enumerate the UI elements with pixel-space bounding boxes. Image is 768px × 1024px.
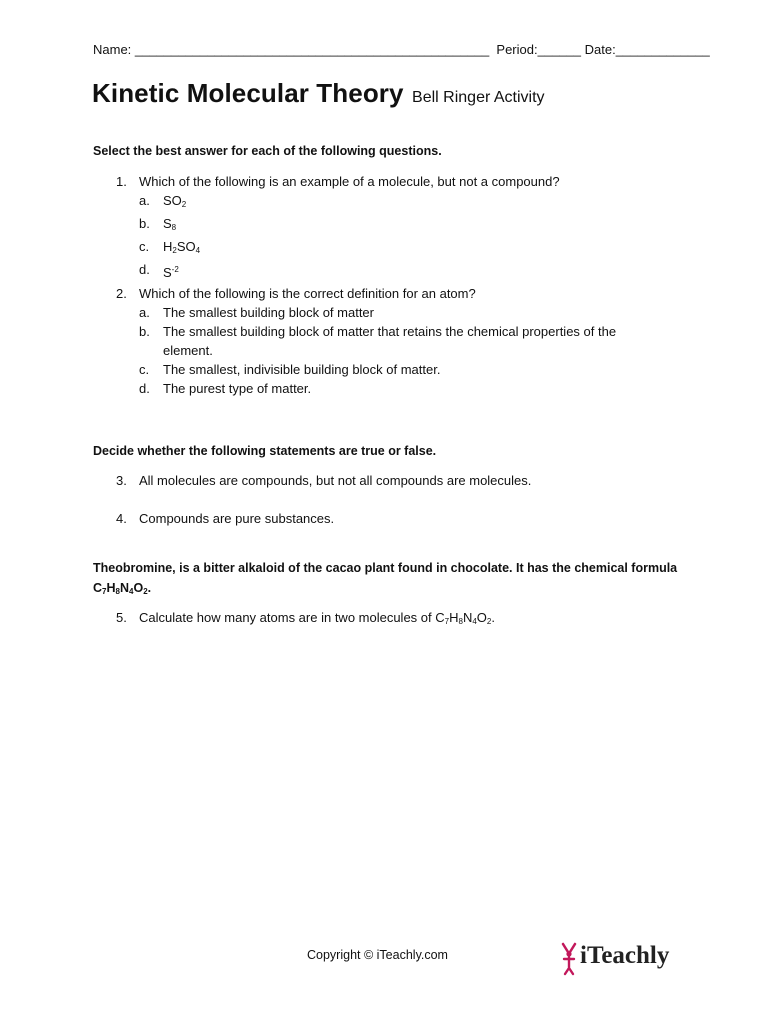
- option-c[interactable]: [139, 360, 656, 379]
- question-text: Which of the following is an example of a molecule, but not a compound?: [139, 174, 560, 189]
- option-a[interactable]: [139, 191, 656, 214]
- section2-instruction: Decide whether the following statements are true or false.: [93, 444, 437, 458]
- question-text-part: Calculate how many atoms are in two molecules of: [139, 610, 436, 625]
- option-b[interactable]: [139, 214, 656, 237]
- formula-base: SO: [163, 193, 182, 208]
- option-text: The purest type of matter.: [163, 381, 312, 396]
- formula-subscript: 2: [172, 246, 177, 255]
- option-text: The smallest, indivisible building block of matter.: [163, 362, 441, 377]
- formula-subscript: 4: [195, 246, 201, 255]
- formula-subscript: 4: [129, 587, 134, 596]
- formula-period: .: [147, 581, 152, 595]
- logo-text: iTeachly: [580, 942, 670, 969]
- name-blank[interactable]: _________________________________________________: [134, 42, 490, 57]
- question-number: 5.: [116, 610, 127, 625]
- option-text: The smallest building block of matter that retains the chemical properties of the element.: [163, 324, 617, 358]
- question-4: [116, 509, 656, 528]
- formula-element: O: [476, 610, 487, 625]
- question-text: Which of the following is the correct definition for an atom?: [139, 286, 476, 301]
- section1-instruction: Select the best answer for each of the following questions.: [93, 144, 442, 158]
- iteachly-logo: [560, 940, 690, 976]
- formula-subscript: 4: [472, 617, 477, 626]
- formula-element: H: [106, 581, 116, 595]
- option-letter: d.: [139, 262, 150, 277]
- question-text: [139, 608, 656, 631]
- option-text: The smallest building block of matter: [163, 305, 374, 320]
- formula-subscript: 7: [102, 587, 107, 596]
- option-a[interactable]: [139, 303, 656, 322]
- logo-figure-icon: [560, 940, 582, 976]
- option-letter: b.: [139, 216, 150, 231]
- answer-options: [139, 191, 656, 282]
- chemical-formula: [93, 578, 693, 602]
- answer-options: [139, 303, 656, 398]
- formula-subscript: 8: [171, 223, 177, 232]
- option-letter: c.: [139, 362, 150, 377]
- question-number: 1.: [116, 174, 127, 189]
- period-label: Period:: [489, 42, 538, 57]
- formula-base: S: [163, 216, 172, 231]
- option-letter: a.: [139, 193, 150, 208]
- formula-so: SO: [176, 239, 196, 254]
- option-d[interactable]: [139, 260, 656, 282]
- formula-element: N: [119, 581, 129, 595]
- option-d[interactable]: [139, 379, 656, 398]
- option-c[interactable]: [139, 237, 656, 260]
- question-1: [116, 172, 656, 282]
- question-number: 3.: [116, 473, 127, 488]
- question-text: All molecules are compounds, but not all compounds are molecules.: [139, 473, 532, 488]
- instruction-text: Theobromine, is a bitter alkaloid of the cacao plant found in chocolate. It has the chemical formula: [93, 561, 678, 575]
- copyright-text: Copyright © iTeachly.com: [307, 948, 448, 962]
- question-2: [116, 284, 656, 398]
- formula-h: H: [163, 239, 173, 254]
- formula-subscript: 8: [115, 587, 120, 596]
- page-subtitle: Bell Ringer Activity: [412, 89, 545, 106]
- date-blank[interactable]: _____________: [615, 42, 710, 57]
- formula-element: C: [435, 610, 445, 625]
- formula-element: H: [449, 610, 459, 625]
- formula-subscript: 7: [444, 617, 450, 626]
- option-b[interactable]: [139, 322, 656, 360]
- question-number: 4.: [116, 511, 127, 526]
- formula-subscript: 2: [143, 587, 148, 596]
- question-3: [116, 471, 656, 490]
- section3-instruction: [93, 558, 693, 602]
- student-info-line: [93, 42, 710, 57]
- formula-subscript: 2: [486, 617, 492, 626]
- question-number: 2.: [116, 286, 127, 301]
- option-letter: c.: [139, 239, 150, 254]
- page-title: Kinetic Molecular Theory: [92, 78, 404, 108]
- formula-element: C: [93, 581, 103, 595]
- date-label: Date:: [581, 42, 616, 57]
- formula-period: .: [491, 610, 495, 625]
- option-letter: d.: [139, 381, 150, 396]
- question-text: Compounds are pure substances.: [139, 511, 335, 526]
- option-letter: a.: [139, 305, 150, 320]
- formula-subscript: 2: [181, 200, 187, 209]
- name-label: Name:: [93, 42, 135, 57]
- option-letter: b.: [139, 324, 150, 339]
- formula-subscript: 8: [458, 617, 463, 626]
- formula-element: N: [462, 610, 473, 625]
- period-blank[interactable]: ______: [537, 42, 581, 57]
- question-5: [116, 608, 656, 631]
- worksheet-title: [92, 78, 545, 109]
- formula-element: O: [133, 581, 144, 595]
- formula-superscript: -2: [171, 265, 179, 274]
- formula-base: S: [163, 265, 172, 280]
